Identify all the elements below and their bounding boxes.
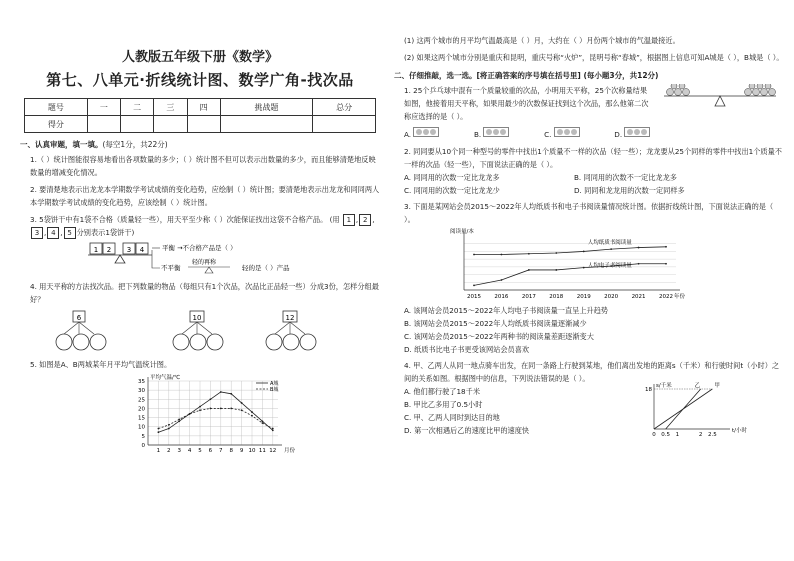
score-input-cell[interactable] — [220, 116, 312, 133]
option-d[interactable]: D. 第一次相遇后乙的速度比甲的速度快 — [404, 426, 530, 435]
group-tree-6 — [56, 311, 106, 350]
balls-option-a-icon — [413, 127, 439, 137]
balance-box-label: 2 — [106, 246, 112, 254]
bag-box: 5 — [64, 227, 76, 239]
balls-option-d-icon — [624, 127, 650, 137]
balance-branch-weigh-light: 轻的再称 — [192, 259, 217, 266]
data-point — [210, 398, 212, 400]
score-input-cell[interactable] — [87, 116, 120, 133]
data-point — [555, 269, 557, 271]
x-tick-label: 9 — [239, 448, 244, 454]
data-point — [220, 391, 222, 393]
data-point — [272, 429, 274, 431]
legend-label: A城 — [270, 381, 279, 387]
option-c[interactable]: C. — [544, 130, 580, 139]
x-tick-label: 2 — [698, 432, 703, 438]
x-tick-label: 8 — [229, 448, 233, 454]
score-cell: 得分 — [25, 116, 88, 133]
option-c[interactable]: C. 同同用的次数一定比龙龙少 — [404, 186, 500, 195]
data-point — [199, 409, 201, 411]
question-2-1-options — [394, 127, 784, 141]
data-point — [638, 263, 640, 265]
option-a[interactable]: A. 该网站会员2015～2022年人均电子书阅读量一直呈上升趋势 — [404, 306, 609, 315]
y-axis-title: 平均气温/℃ — [150, 375, 181, 381]
x-tick-label: 2018 — [549, 294, 564, 300]
x-tick-label: 2019 — [576, 294, 591, 300]
temperature-line-chart — [120, 371, 320, 459]
data-point — [555, 252, 557, 254]
balance-branch-top: 平衡 →不合格产品是（ ） — [162, 244, 237, 252]
question-1-4: 4. 用天平称的方法找次品。把下列数量的物品（每组只有1个次品，次品比正品轻一些）分成3份，怎样分组最好？ — [30, 282, 379, 304]
x-tick-label: 0.5 — [661, 432, 671, 438]
series-line-yi — [666, 389, 701, 429]
option-a[interactable]: A. 他们都行驶了18千米 — [404, 387, 481, 396]
reading-line-chart — [450, 226, 690, 304]
series-line-paper — [474, 247, 666, 255]
balls-option-c-icon — [554, 127, 580, 137]
question-1-2: 2. 要清楚地表示出龙龙本学期数学考试成绩的变化趋势，应绘制（ ）统计图；要清楚地表示出龙龙和同同两人本学期数学考试成绩的变化趋势，应该绘制（ ）统计图。 — [30, 185, 380, 207]
option-b[interactable]: B. 同同用的次数不一定比龙龙多 — [574, 173, 677, 182]
y-tick-label: 18 — [645, 387, 652, 393]
option-d[interactable]: D. 纸质书比电子书更受该网站会员喜欢 — [404, 345, 530, 354]
y-tick-label: 20 — [138, 406, 145, 413]
balance-diagram — [20, 240, 380, 276]
data-point — [210, 408, 212, 410]
score-cell: 题号 — [25, 99, 88, 116]
y-tick-label: 10 — [138, 424, 145, 431]
grouping-diagram — [20, 310, 380, 356]
data-point — [638, 247, 640, 249]
question-2-4-body — [394, 385, 784, 437]
question-2-3: 3. 下面是某网站会员2015～2022年人均纸质书和电子书阅读量情况统计图。依据折线统计图，下面说法正确的是（ ）。 — [404, 202, 774, 224]
group-number: 10 — [192, 314, 202, 322]
data-point — [583, 267, 585, 269]
data-point — [168, 428, 170, 430]
option-c[interactable]: C. 甲、乙两人同时到达目的地 — [404, 413, 500, 422]
data-point — [251, 411, 253, 413]
x-tick-label: 12 — [269, 448, 277, 454]
score-input-cell[interactable] — [313, 116, 376, 133]
y-tick-label: 35 — [138, 379, 145, 385]
balance-branch-result: 轻的是（ ）产品 — [242, 264, 290, 272]
group-tree-10 — [173, 311, 223, 350]
score-cell: 一 — [87, 99, 120, 116]
data-point — [262, 422, 264, 424]
score-cell: 四 — [187, 99, 220, 116]
right-column — [394, 34, 784, 554]
x-tick-label: 0 — [652, 432, 656, 438]
group-number: 12 — [285, 314, 295, 322]
balance-branch-unbalanced: 不平衡 — [161, 264, 181, 272]
option-b[interactable]: B. 甲比乙多用了0.5小时 — [404, 400, 483, 409]
x-axis-title: t/小时 — [732, 428, 748, 434]
option-d[interactable]: D. — [614, 130, 650, 139]
score-cell: 二 — [121, 99, 154, 116]
series-label: 人均纸质书阅读量 — [587, 239, 632, 246]
question-1-5-part-1: (1) 这两个城市的月平均气温最高是（ ）月，大约在（ ）月份两个城市的气温最接近。 — [404, 36, 680, 45]
question-1-3: 3. 5袋饼干中有1袋不合格（质量轻一些），用天平至少称（ ）次能保证找出这袋不合格产品。 (用 1 , 2 ,3 , 4 , 5 分别表示1袋饼干) — [30, 215, 375, 237]
y-axis-title: 阅读量/本 — [450, 229, 474, 235]
series-label: 人均电子书阅读量 — [587, 262, 632, 269]
question-1-5: 5. 如图是A、B两城某年月平均气温统计图。 — [30, 360, 172, 369]
data-point — [272, 428, 274, 430]
x-tick-label: 2022 — [659, 294, 673, 300]
pingpong-balance-icon — [656, 84, 786, 122]
score-cell: 总分 — [313, 99, 376, 116]
balance-box-label: 3 — [126, 246, 132, 254]
x-tick-label: 2.5 — [707, 432, 717, 438]
x-tick-label: 5 — [198, 448, 202, 454]
data-point — [199, 406, 201, 408]
option-c[interactable]: C. 该网站会员2015～2022年两种书的阅读量差距逐渐变大 — [404, 332, 594, 341]
x-tick-label: 2017 — [521, 294, 536, 300]
bag-box: 1 — [343, 214, 355, 226]
x-tick-label: 6 — [208, 448, 213, 454]
data-point — [189, 413, 191, 415]
series-label: 乙 — [694, 383, 701, 389]
question-1-5-part-2: (2) 如果这两个城市分别是重庆和昆明，重庆号称“火炉”，昆明号称“春城”，根据图上信息可知A城是（ ），B城是（ ）。 — [404, 53, 784, 62]
series-label: 甲 — [714, 383, 720, 389]
worksheet-title: 人教版五年级下册《数学》 — [121, 50, 278, 65]
data-point — [241, 402, 243, 404]
data-point — [501, 279, 503, 281]
group-tree-12 — [266, 311, 316, 350]
data-point — [528, 269, 530, 271]
score-table-score-row — [25, 116, 376, 133]
y-tick-label: 15 — [138, 415, 145, 422]
question-1-1: 1.（ ）统计图能很容易地看出各项数量的多少；（ ）统计图不但可以表示出数量的多少，而且能够清楚地反映数量的增减变化情况。 — [30, 155, 376, 177]
question-2-2-options — [394, 171, 784, 197]
data-point — [583, 251, 585, 253]
balance-boxes — [88, 243, 152, 263]
x-tick-label: 1 — [156, 448, 161, 454]
balls-option-b-icon — [483, 127, 509, 137]
y-tick-label: 25 — [138, 397, 145, 404]
option-a[interactable]: A. 同同用的次数一定比龙龙多 — [404, 173, 500, 182]
data-point — [665, 246, 667, 248]
x-tick-label: 2 — [167, 448, 171, 454]
option-b[interactable]: B. 该网站会员2015～2022年人均纸质书阅读量逐渐减少 — [404, 319, 587, 328]
left-column — [20, 38, 380, 558]
x-tick-label: 11 — [258, 448, 266, 454]
score-table-header-row — [25, 99, 376, 116]
data-point — [241, 409, 243, 411]
data-point — [158, 428, 160, 430]
question-2-4-options — [394, 385, 644, 437]
x-tick-label: 2021 — [631, 294, 646, 300]
data-point — [220, 408, 222, 410]
bag-box: 2 — [359, 214, 371, 226]
data-point — [262, 420, 264, 422]
legend-label: B城 — [270, 387, 279, 393]
x-axis-title: 月份 — [284, 448, 296, 454]
balance-box-label: 1 — [93, 246, 99, 254]
data-point — [528, 253, 530, 255]
group-number: 6 — [76, 314, 82, 322]
option-a[interactable]: A. — [404, 130, 439, 139]
data-point — [178, 420, 180, 422]
question-2-3-options — [394, 304, 784, 356]
worksheet-subtitle: 第七、八单元·折线统计图、数学广角-找次品 — [46, 71, 354, 89]
data-point — [665, 263, 667, 265]
distance-time-chart — [640, 381, 760, 439]
y-tick-label: 30 — [138, 388, 145, 395]
x-tick-label: 2020 — [604, 294, 619, 300]
data-point — [473, 284, 475, 286]
section1-title: 一、认真审题，填一填。(每空1分，共22分) — [20, 140, 168, 149]
series-line-b — [158, 408, 272, 428]
x-tick-label: 2016 — [494, 294, 509, 300]
bag-box: 4 — [47, 227, 59, 239]
y-axis-title: s/千米 — [656, 383, 672, 389]
x-tick-label: 2015 — [467, 294, 481, 300]
data-point — [610, 248, 612, 250]
data-point — [251, 415, 253, 417]
data-point — [230, 408, 232, 410]
data-point — [158, 431, 160, 433]
question-2-1: 1. 25个乒乓球中混有一个质量较重的次品，小明用天平称，25个次称量结果如图，他接着用天平称，如果用最少的次数保证找到这个次品，那么他第二次称应选择的是（ ）。 — [394, 84, 784, 123]
score-cell: 三 — [154, 99, 187, 116]
y-tick-label: 5 — [141, 433, 145, 440]
question-2-2: 2. 同同要从10个同一种型号的零件中找出1个质量不一样的次品（轻一些）；龙龙要从25个同样的零件中找出1个质量不一样的次品（轻一些），下面说法正确的是（ ）。 — [404, 147, 782, 169]
option-b[interactable]: B. — [474, 130, 510, 139]
score-cell: 挑战题 — [220, 99, 312, 116]
score-input-cell[interactable] — [187, 116, 220, 133]
option-d[interactable]: D. 同同和龙龙用的次数一定同样多 — [574, 186, 685, 195]
data-point — [473, 254, 475, 256]
x-tick-label: 1 — [675, 432, 680, 438]
data-point — [168, 424, 170, 426]
balance-box-label: 4 — [139, 246, 145, 254]
x-tick-label: 3 — [177, 448, 181, 454]
series-line-a — [158, 392, 272, 432]
score-input-cell[interactable] — [121, 116, 154, 133]
section2-title: 二、仔细推敲，选一选。[将正确答案的序号填在括号里] (每小题3分，共12分) — [394, 71, 659, 80]
x-tick-label: 7 — [219, 448, 223, 454]
data-point — [230, 393, 232, 395]
x-tick-label: 4 — [187, 448, 192, 454]
score-input-cell[interactable] — [154, 116, 187, 133]
bag-box: 3 — [31, 227, 43, 239]
y-tick-label: 0 — [141, 443, 145, 449]
data-point — [178, 419, 180, 421]
question-2-4: 4. 甲、乙两人从同一地点骑车出发，在同一条路上行驶到某地，他们离出发地的距离s（千米）和行驶时间t（小时）之间的关系如图。根据图中的信息，下列说法错误的是（ ）。 — [404, 361, 780, 383]
score-table — [24, 98, 376, 133]
data-point — [501, 254, 503, 256]
x-tick-label: 10 — [248, 448, 256, 454]
x-axis-title: 年份 — [674, 294, 686, 300]
